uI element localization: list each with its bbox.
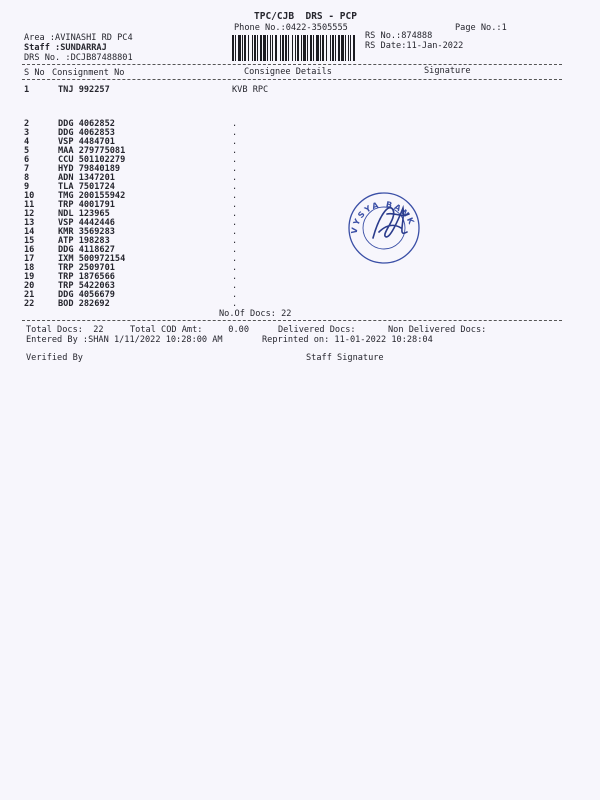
row-consignment: VSP 4442446: [58, 218, 115, 228]
row-consignment: TLA 7501724: [58, 182, 115, 192]
barcode-bar: [345, 35, 346, 61]
row-consignment: DDG 4062853: [58, 128, 115, 138]
barcode-bar: [322, 35, 324, 61]
row-consignment: TMG 200155942: [58, 191, 126, 201]
barcode-bar: [313, 35, 314, 61]
barcode-bar: [316, 35, 319, 61]
row-consignment: ATP 198283: [58, 236, 110, 246]
barcode-bar: [260, 35, 262, 61]
row-consignee: .: [232, 182, 238, 192]
column-header-signature: Signature: [424, 66, 471, 76]
barcode-bar: [353, 35, 355, 61]
row-consignment: HYD 79840189: [58, 164, 121, 174]
barcode-bar: [263, 35, 266, 61]
barcode-bar: [338, 35, 340, 61]
barcode-bar: [238, 35, 241, 61]
row-consignee: .: [232, 128, 238, 138]
row-consignee: .: [232, 299, 238, 309]
row-consignment: CCU 501102279: [58, 155, 126, 165]
row-consignment: TRP 4001791: [58, 200, 115, 210]
row-consignee: .: [232, 218, 238, 228]
row-consignee: .: [232, 164, 238, 174]
row-consignment: NDL 123965: [58, 209, 110, 219]
phone-number: Phone No.:0422-3505555: [234, 23, 348, 33]
barcode-bar: [248, 35, 249, 61]
barcode-bar: [301, 35, 302, 61]
row-sno: 18: [24, 263, 35, 273]
barcode-bar: [341, 35, 344, 61]
header-divider-bottom: [22, 79, 562, 80]
reprinted-on: Reprinted on: 11-01-2022 10:28:04: [262, 335, 433, 345]
barcode-bar: [350, 35, 351, 61]
row-sno: 8: [24, 173, 30, 183]
barcode-bar: [310, 35, 312, 61]
row-consignment: TNJ 992257: [58, 85, 110, 95]
header-divider-top: [22, 64, 562, 65]
staff-signature-label: Staff Signature: [306, 353, 384, 363]
barcode-bar: [267, 35, 268, 61]
row-consignee: .: [232, 263, 238, 273]
document-title: TPC/CJB DRS - PCP: [254, 11, 357, 22]
barcode-bar: [348, 35, 349, 61]
handwritten-signature: [373, 208, 409, 238]
row-sno: 2: [24, 119, 30, 129]
barcode-bar: [252, 35, 253, 61]
row-consignee: .: [232, 173, 238, 183]
barcode-bar: [335, 35, 336, 61]
row-sno: 7: [24, 164, 30, 174]
row-sno: 1: [24, 85, 30, 95]
barcode-bar: [330, 35, 331, 61]
barcode-bar: [244, 35, 246, 61]
barcode-bar: [288, 35, 289, 61]
barcode-bar: [285, 35, 287, 61]
row-consignment: IXM 500972154: [58, 254, 126, 264]
table-row: [0, 86, 600, 95]
row-consignee: .: [232, 281, 238, 291]
row-consignee: .: [232, 209, 238, 219]
staff-name: Staff :SUNDARRAJ: [24, 43, 107, 53]
column-header-sno: S No: [24, 68, 45, 78]
row-sno: 3: [24, 128, 30, 138]
column-header-consignment: Consignment No: [52, 68, 125, 78]
stamp-text: VYSYA BANK: [349, 199, 417, 235]
verified-by-label: Verified By: [26, 353, 83, 363]
row-sno: 12: [24, 209, 35, 219]
row-consignee: .: [232, 119, 238, 129]
barcode-bar: [254, 35, 256, 61]
total-docs: Total Docs: 22: [26, 325, 104, 335]
barcode-bar: [307, 35, 308, 61]
barcode-bar: [257, 35, 258, 61]
summary-divider: [22, 320, 562, 321]
row-sno: 17: [24, 254, 35, 264]
table-row: [0, 300, 600, 309]
row-consignee: .: [232, 290, 238, 300]
total-cod-amount: Total COD Amt: 0.00: [130, 325, 249, 335]
row-consignee: .: [232, 146, 238, 156]
barcode-bar: [326, 35, 327, 61]
row-consignee: KVB RPC: [232, 85, 269, 95]
barcode: [232, 35, 356, 61]
row-sno: 4: [24, 137, 30, 147]
row-consignment: MAA 279775081: [58, 146, 126, 156]
barcode-bar: [292, 35, 293, 61]
row-consignment: ADN 1347201: [58, 173, 115, 183]
row-consignee: .: [232, 200, 238, 210]
barcode-bar: [303, 35, 306, 61]
barcode-bar: [282, 35, 284, 61]
column-header-consignee: Consignee Details: [244, 67, 332, 77]
barcode-bar: [320, 35, 321, 61]
row-sno: 11: [24, 200, 35, 210]
row-sno: 20: [24, 281, 35, 291]
row-consignee: .: [232, 236, 238, 246]
barcode-bar: [275, 35, 277, 61]
row-sno: 21: [24, 290, 35, 300]
row-consignee: .: [232, 191, 238, 201]
row-sno: 10: [24, 191, 35, 201]
rs-number: RS No.:874888: [365, 31, 433, 41]
row-consignee: .: [232, 137, 238, 147]
row-consignment: BOD 282692: [58, 299, 110, 309]
barcode-bar: [332, 35, 334, 61]
row-consignment: TRP 5422063: [58, 281, 115, 291]
no-of-docs: No.Of Docs: 22: [219, 309, 292, 319]
barcode-bar: [272, 35, 273, 61]
row-consignment: TRP 1876566: [58, 272, 115, 282]
non-delivered-docs: Non Delivered Docs:: [388, 325, 487, 335]
row-sno: 13: [24, 218, 35, 228]
row-consignee: .: [232, 272, 238, 282]
drs-number: DRS No. :DCJB87488801: [24, 53, 133, 63]
row-consignment: DDG 4062852: [58, 119, 115, 129]
row-consignee: .: [232, 155, 238, 165]
barcode-bar: [295, 35, 296, 61]
entered-by: Entered By :SHAN 1/11/2022 10:28:00 AM: [26, 335, 223, 345]
barcode-bar: [270, 35, 271, 61]
row-consignment: KMR 3569283: [58, 227, 115, 237]
row-sno: 14: [24, 227, 35, 237]
row-consignee: .: [232, 254, 238, 264]
row-sno: 16: [24, 245, 35, 255]
row-consignee: .: [232, 245, 238, 255]
row-sno: 15: [24, 236, 35, 246]
barcode-bar: [280, 35, 281, 61]
area-label: Area :AVINASHI RD PC4: [24, 33, 133, 43]
row-consignment: VSP 4484701: [58, 137, 115, 147]
row-consignment: DDG 4056679: [58, 290, 115, 300]
row-consignment: TRP 2509701: [58, 263, 115, 273]
row-sno: 5: [24, 146, 30, 156]
barcode-bar: [232, 35, 234, 61]
delivered-docs: Delivered Docs:: [278, 325, 356, 335]
barcode-bar: [297, 35, 299, 61]
row-sno: 6: [24, 155, 30, 165]
row-consignment: DDG 4118627: [58, 245, 115, 255]
row-sno: 19: [24, 272, 35, 282]
page-number: Page No.:1: [455, 23, 507, 33]
bank-stamp: [343, 188, 425, 268]
row-sno: 22: [24, 299, 35, 309]
row-consignee: .: [232, 227, 238, 237]
barcode-bar: [242, 35, 243, 61]
rs-date: RS Date:11-Jan-2022: [365, 41, 464, 51]
barcode-bar: [235, 35, 236, 61]
row-sno: 9: [24, 182, 30, 192]
